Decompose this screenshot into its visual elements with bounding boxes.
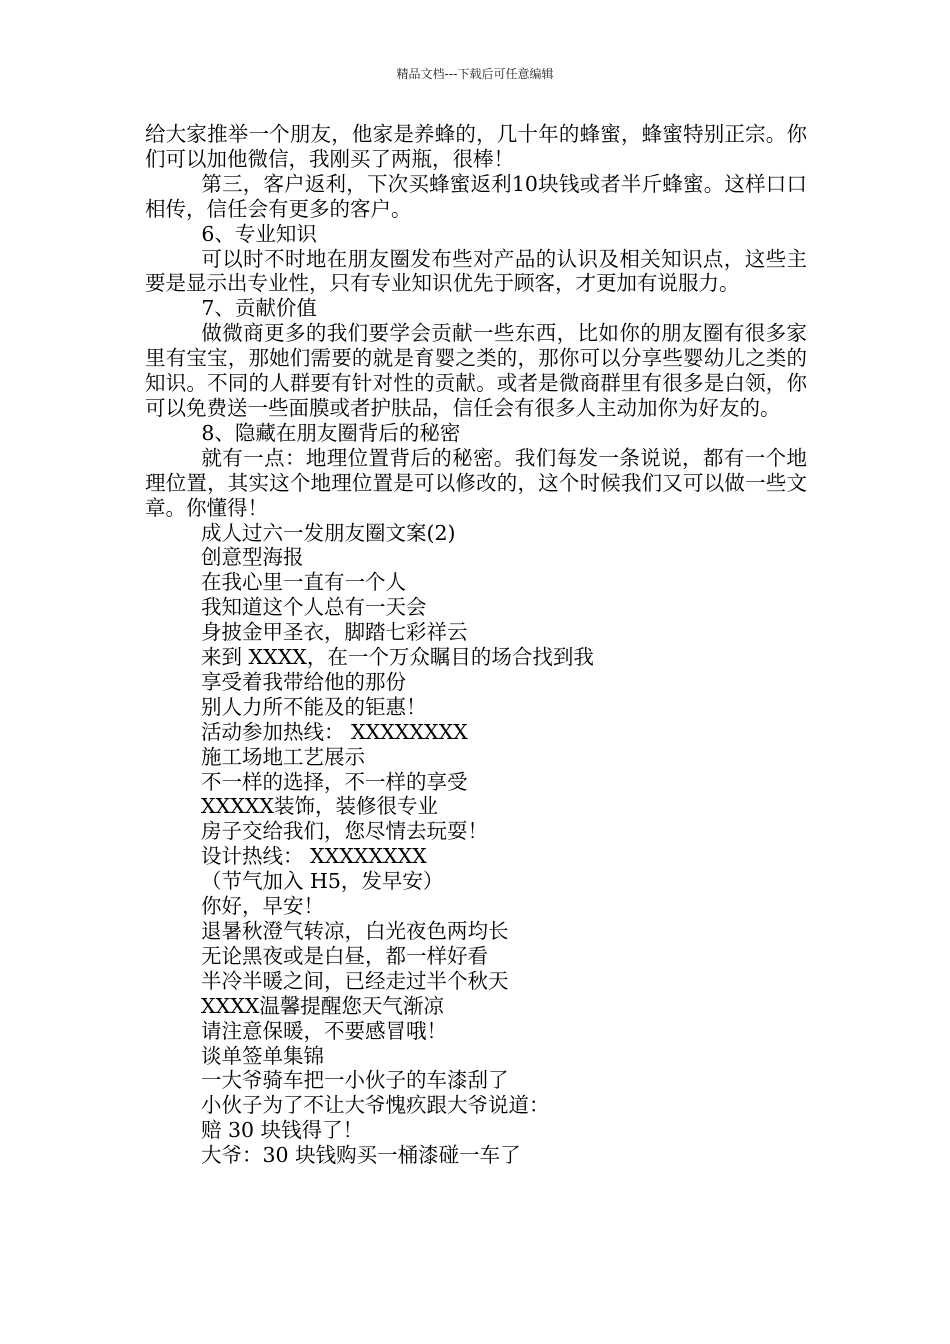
text-line: 无论黑夜或是白昼，都一样好看 xyxy=(201,943,488,968)
text-line: 一大爷骑车把一小伙子的车漆刮了 xyxy=(201,1068,509,1093)
page-header: 精品文档---下载后可任意编辑 xyxy=(396,67,554,81)
text-line: 创意型海报 xyxy=(201,545,304,570)
text-line: 你好，早安！ xyxy=(201,894,324,919)
text-line: XXXXX装饰，装修很专业 xyxy=(201,794,438,819)
text-line: 享受着我带给他的那份 xyxy=(201,669,406,694)
document-body xyxy=(145,122,807,1168)
text-line: 在我心里一直有一个人 xyxy=(201,570,406,595)
paragraph-professional-knowledge: 可以时不时地在朋友圈发布些对产品的认识及相关知识点，这些主要是显示出专业性，只有专业知识优先于顾客，才更加有说服力。 xyxy=(145,246,807,296)
text-line: 半冷半暖之间，已经走过半个秋天 xyxy=(201,968,509,993)
text-line: 大爷：30 块钱购买一桶漆碰一车了 xyxy=(201,1143,521,1168)
text-line: 别人力所不能及的钜惠！ xyxy=(201,694,427,719)
text-line: 我知道这个人总有一天会 xyxy=(201,595,427,620)
section-heading-professional-knowledge: 6、专业知识 xyxy=(201,221,317,246)
text-line: 设计热线： XXXXXXXX xyxy=(201,844,427,869)
text-line: 活动参加热线： XXXXXXXX xyxy=(201,719,468,744)
text-line: 赔 30 块钱得了！ xyxy=(201,1118,364,1143)
text-line: 不一样的选择，不一样的享受 xyxy=(201,769,468,794)
text-line: 成人过六一发朋友圈文案(2) xyxy=(201,520,456,545)
text-line: 施工场地工艺展示 xyxy=(201,744,365,769)
section-heading-hidden-secret: 8、隐藏在朋友圈背后的秘密 xyxy=(201,420,461,445)
section-heading-contribute-value: 7、贡献价值 xyxy=(201,296,317,321)
text-line: 来到 XXXX，在一个万众瞩目的场合找到我 xyxy=(201,645,594,670)
paragraph-recommend-friend: 给大家推举一个朋友，他家是养蜂的，几十年的蜂蜜，蜂蜜特别正宗。你们可以加他微信，我刚买了两瓶，很棒！ xyxy=(145,122,807,171)
paragraph-customer-rebate: 第三，客户返利，下次买蜂蜜返利10块钱或者半斤蜂蜜。这样口口相传，信任会有更多的客户。 xyxy=(145,171,807,221)
text-line: 小伙子为了不让大爷愧疚跟大爷说道： xyxy=(201,1093,550,1118)
text-line: 退暑秋澄气转凉，白光夜色两均长 xyxy=(201,919,509,943)
text-line: 请注意保暖，不要感冒哦！ xyxy=(201,1018,447,1043)
text-line: （节气加入 H5，发早安） xyxy=(201,869,444,894)
text-line: 谈单签单集锦 xyxy=(201,1043,324,1068)
paragraph-hidden-secret: 就有一点：地理位置背后的秘密。我们每发一条说说，都有一个地理位置，其实这个地理位置是可以修改的，这个时候我们又可以做一些文章。你懂得！ xyxy=(145,445,807,520)
text-line: 房子交给我们，您尽情去玩耍！ xyxy=(201,819,488,844)
paragraph-contribute-value: 做微商更多的我们要学会贡献一些东西，比如你的朋友圈有很多家里有宝宝，那她们需要的就是育婴之类的，那你可以分享些婴幼儿之类的知识。不同的人群要有针对性的贡献。或者是微商群里有很多是白领，你可以免费送一些面膜或者护肤品，信任会有很多人主动加你为好友的。 xyxy=(145,321,807,420)
text-line: 身披金甲圣衣，脚踏七彩祥云 xyxy=(201,620,468,645)
text-line: XXXX温馨提醒您天气渐凉 xyxy=(201,993,444,1018)
